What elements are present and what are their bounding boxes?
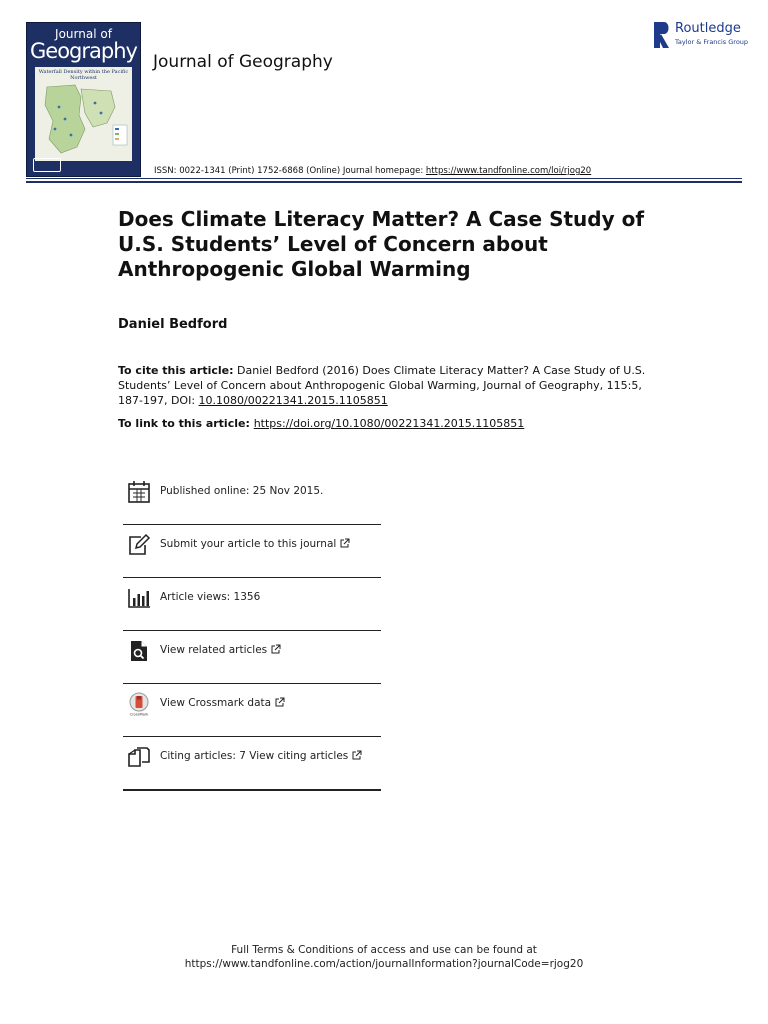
article-author: Daniel Bedford bbox=[118, 317, 228, 332]
related-articles-row[interactable] bbox=[123, 631, 381, 684]
publisher-subtitle: Taylor & Francis Group bbox=[675, 38, 749, 46]
external-link-icon bbox=[340, 538, 350, 548]
article-views-row bbox=[123, 578, 381, 631]
article-doi-link[interactable]: https://doi.org/10.1080/00221341.2015.1105851 bbox=[253, 417, 525, 430]
submit-article-label: Submit your article to this journal bbox=[160, 538, 337, 550]
citing-articles-link[interactable] bbox=[160, 750, 362, 762]
map-graphic-icon bbox=[35, 67, 132, 161]
submit-article-link[interactable] bbox=[160, 538, 350, 550]
journal-name: Journal of Geography bbox=[153, 52, 333, 72]
external-link-icon bbox=[275, 697, 285, 707]
cover-title-line2: Geography bbox=[30, 39, 137, 63]
document-search-icon bbox=[127, 639, 151, 663]
citing-articles-label: Citing articles: 7 View citing articles bbox=[160, 750, 349, 762]
published-online-row bbox=[123, 472, 381, 525]
header-divider-thick bbox=[26, 181, 742, 183]
related-articles-link[interactable] bbox=[160, 644, 281, 656]
article-metadata-list bbox=[123, 472, 381, 791]
article-title: Does Climate Literacy Matter? A Case Study of U.S. Students’ Level of Concern about Anthropogenic Global Warming bbox=[118, 207, 645, 281]
citing-articles-row[interactable] bbox=[123, 737, 381, 791]
routledge-r-icon bbox=[652, 20, 672, 50]
link-label: To link to this article: bbox=[118, 417, 254, 430]
publisher-logo bbox=[652, 20, 748, 50]
cover-map-image bbox=[35, 67, 132, 161]
cite-label: To cite this article: bbox=[118, 364, 234, 377]
cover-publisher-badge-icon bbox=[33, 158, 61, 172]
issn-text: ISSN: 0022-1341 (Print) 1752-6868 (Online) Journal homepage: bbox=[154, 166, 426, 176]
external-link-icon bbox=[271, 644, 281, 654]
header-divider-thin bbox=[26, 178, 742, 179]
bar-chart-icon bbox=[127, 586, 151, 610]
crossmark-link[interactable] bbox=[160, 697, 285, 709]
edit-icon bbox=[127, 533, 151, 557]
issn-line bbox=[154, 166, 591, 176]
calendar-icon bbox=[127, 480, 151, 504]
cover-map-caption: Waterfall Density within the Pacific Northwest bbox=[38, 69, 129, 81]
footer-terms bbox=[0, 943, 768, 971]
article-link-line bbox=[118, 417, 524, 430]
external-link-icon bbox=[352, 750, 362, 760]
crossmark-label: View Crossmark data bbox=[160, 697, 272, 709]
footer-line-1: Full Terms & Conditions of access and use can be found at bbox=[231, 944, 537, 956]
crossmark-icon bbox=[127, 692, 151, 716]
citing-articles-icon bbox=[127, 745, 151, 769]
publisher-name: Routledge bbox=[675, 21, 741, 36]
submit-article-row[interactable] bbox=[123, 525, 381, 578]
footer-terms-link[interactable]: https://www.tandfonline.com/action/journalInformation?journalCode=rjog20 bbox=[184, 958, 584, 970]
cite-doi-link[interactable]: 10.1080/00221341.2015.1105851 bbox=[198, 394, 388, 407]
article-views-text: Article views: 1356 bbox=[160, 591, 261, 603]
crossmark-row[interactable] bbox=[123, 684, 381, 737]
crossmark-logo-text: CrossMark bbox=[129, 712, 149, 716]
citation-block bbox=[118, 363, 658, 408]
cover-title-line1: Journal of bbox=[55, 27, 112, 41]
journal-homepage-link[interactable]: https://www.tandfonline.com/loi/rjog20 bbox=[425, 166, 592, 176]
related-articles-label: View related articles bbox=[160, 644, 268, 656]
journal-cover-image bbox=[26, 22, 141, 177]
published-online-text: Published online: 25 Nov 2015. bbox=[160, 485, 324, 497]
cite-text: Daniel Bedford (2016) Does Climate Literacy Matter? A Case Study of U.S. Students’ Level of Concern about Anthropogenic Global Warming, Journal of Geography, 115:5, 187-197, DOI: bbox=[118, 364, 646, 407]
